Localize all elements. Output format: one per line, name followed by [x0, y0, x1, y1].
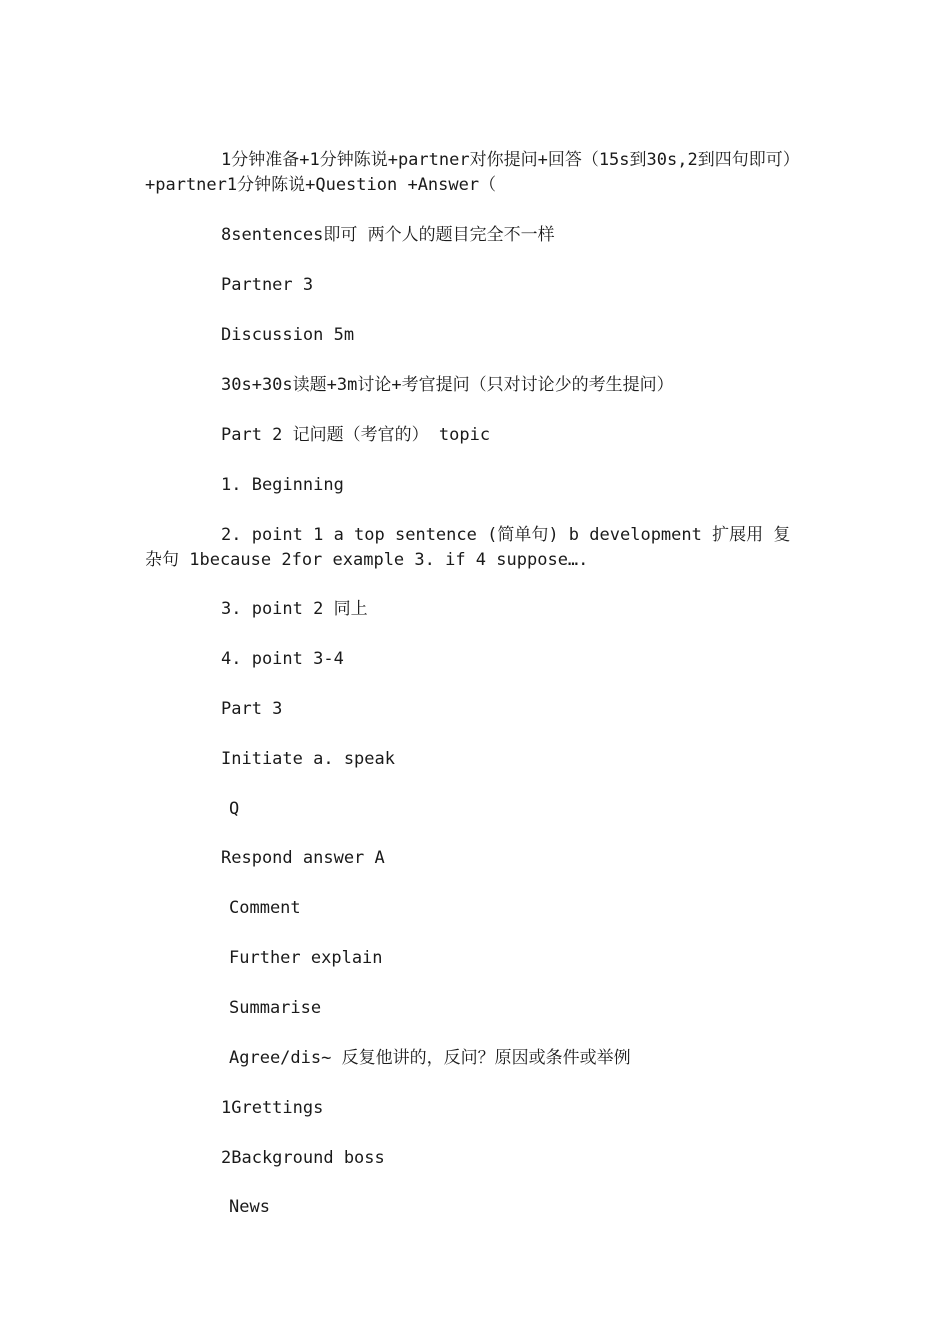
list-item-point-1: 2. point 1 a top sentence (简单句) b development 扩展用 复杂句 1because 2for example 3. if 4 suppose….: [145, 525, 791, 570]
paragraph-comment: Comment: [229, 898, 301, 918]
paragraph-further-explain: Further explain: [229, 948, 383, 968]
heading-partner-3: Partner 3: [221, 275, 314, 295]
list-item-point-2: 3. point 2 同上: [221, 599, 368, 619]
paragraph-respond: Respond answer A: [221, 848, 385, 868]
paragraph-initiate: Initiate a. speak: [221, 749, 395, 769]
paragraph-background: 2Background boss: [221, 1148, 385, 1168]
list-item-beginning: 1. Beginning: [221, 475, 344, 495]
list-item-point-3-4: 4. point 3-4: [221, 649, 344, 669]
paragraph-sentences-note: 8sentences即可 两个人的题目完全不一样: [221, 225, 555, 245]
paragraph-greetings: 1Grettings: [221, 1098, 324, 1118]
heading-discussion: Discussion 5m: [221, 325, 355, 345]
paragraph-exam-format: 1分钟准备+1分钟陈说+partner对你提问+回答（15s到30s,2到四句即可）+partner1分钟陈说+Question +Answer（: [145, 150, 800, 195]
paragraph-q: Q: [229, 799, 240, 819]
heading-part-3: Part 3: [221, 699, 283, 719]
paragraph-summarise: Summarise: [229, 998, 322, 1018]
paragraph-agree-dis: Agree/dis~ 反复他讲的，反问？原因或条件或举例: [229, 1048, 631, 1068]
heading-part-2: Part 2 记问题（考官的） topic: [221, 425, 491, 445]
paragraph-discussion-format: 30s+30s读题+3m讨论+考官提问（只对讨论少的考生提问）: [221, 375, 674, 395]
paragraph-news: News: [229, 1197, 270, 1217]
